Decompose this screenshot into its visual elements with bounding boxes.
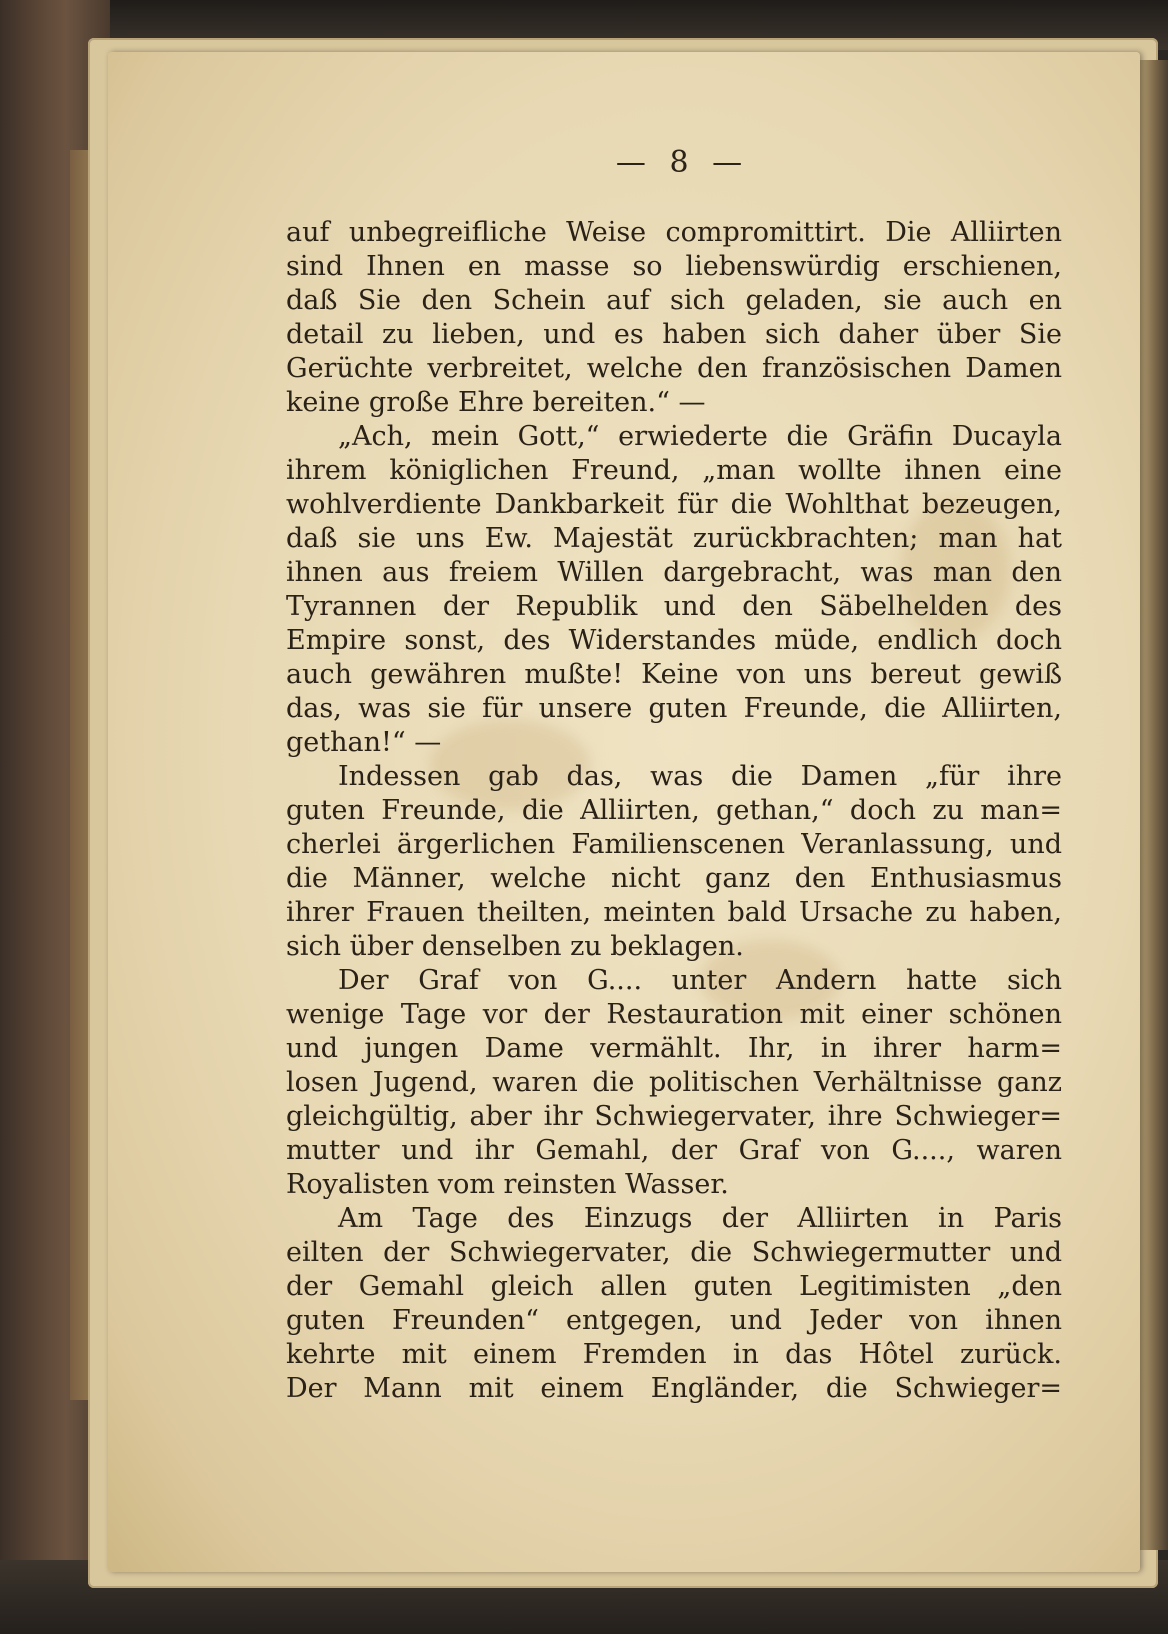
text-line: guten Freunde, die Alliirten, gethan,“ doch zu man= [286,795,1062,826]
text-line: auch gewähren mußte! Keine von uns bereut gewiß [286,659,1062,690]
text-line: cherlei ärgerlichen Familienscenen Veranlassung, und [286,829,1062,860]
text-line: Tyrannen der Republik und den Säbelhelden des [286,591,1062,622]
text-line: gethan!“ — [286,727,442,758]
text-line: das, was sie für unsere guten Freunde, die Alliirten, [286,693,1062,724]
text-line: gleichgültig, aber ihr Schwiegervater, ihre Schwieger= [286,1101,1062,1132]
text-line: sind Ihnen en masse so liebenswürdig erschienen, [286,251,1062,282]
page-number-dash-right: — [712,145,743,180]
text-line: Der Graf von G.... unter Andern hatte sich [338,965,1062,996]
text-line: „Ach, mein Gott,“ erwiederte die Gräfin Ducayla [338,421,1062,452]
text-line: auf unbegreifliche Weise compromittirt. Die Alliirten [286,217,1062,248]
text-line: Gerüchte verbreitet, welche den französischen Damen [286,353,1062,384]
page-number-dash-left: — [615,145,646,180]
text-line: Der Mann mit einem Engländer, die Schwieger= [286,1373,1062,1404]
text-line: daß sie uns Ew. Majestät zurückbrachten; man hat [286,523,1062,554]
text-line: detail zu lieben, und es haben sich daher über Sie [286,319,1062,350]
text-line: wenige Tage vor der Restauration mit einer schönen [286,999,1062,1030]
text-line: Am Tage des Einzugs der Alliirten in Paris [338,1203,1062,1234]
text-line: daß Sie den Schein auf sich geladen, sie auch en [286,285,1062,316]
text-line: kehrte mit einem Fremden in das Hôtel zurück. [286,1339,1062,1370]
text-line: Empire sonst, des Widerstandes müde, endlich doch [286,625,1062,656]
text-line: losen Jugend, waren die politischen Verhältnisse ganz [286,1067,1062,1098]
text-line: mutter und ihr Gemahl, der Graf von G...., waren [286,1135,1062,1166]
page-edge-right [1140,60,1168,1550]
text-line: guten Freunden“ entgegen, und Jeder von ihnen [286,1305,1062,1336]
text-line: die Männer, welche nicht ganz den Enthusiasmus [286,863,1062,894]
body-text [286,216,1062,1406]
text-line: der Gemahl gleich allen guten Legitimisten „den [286,1271,1062,1302]
page-number [95,145,1168,180]
text-line: ihrer Frauen theilten, meinten bald Ursache zu haben, [286,897,1062,928]
text-line: und jungen Dame vermählt. Ihr, in ihrer harm= [286,1033,1062,1064]
text-line: keine große Ehre bereiten.“ — [286,387,706,418]
text-line: Indessen gab das, was die Damen „für ihre [338,761,1062,792]
text-line: ihnen aus freiem Willen dargebracht, was man den [286,557,1062,588]
text-line: eilten der Schwiegervater, die Schwiegermutter und [286,1237,1062,1268]
text-line: ihrem königlichen Freund, „man wollte ihnen eine [286,455,1062,486]
text-line: Royalisten vom reinsten Wasser. [286,1169,729,1200]
page-number-value: 8 [669,145,689,180]
text-line: sich über denselben zu beklagen. [286,931,744,962]
text-line: wohlverdiente Dankbarkeit für die Wohlthat bezeugen, [286,489,1062,520]
